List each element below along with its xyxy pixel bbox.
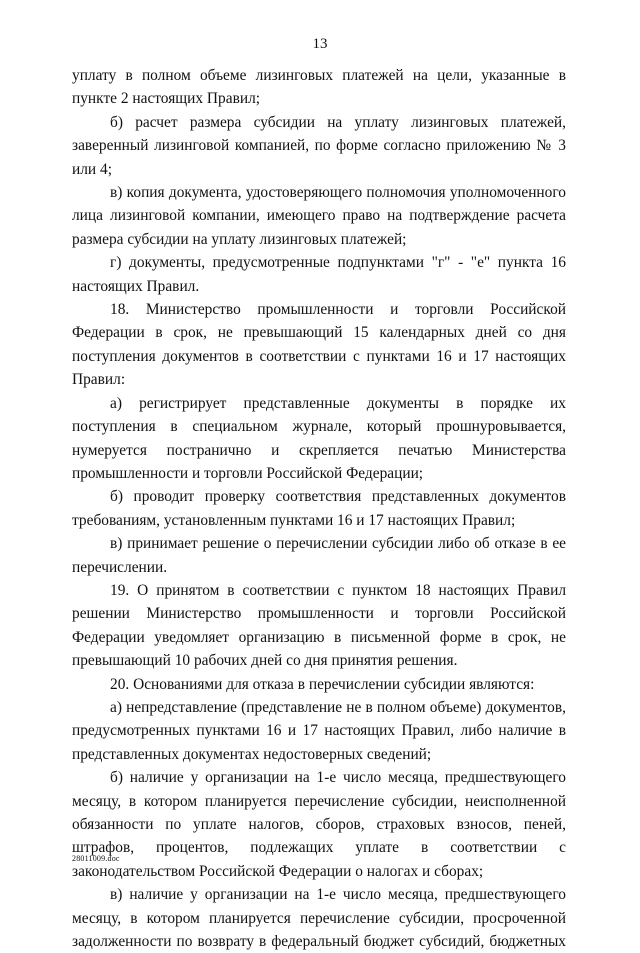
paragraph: б) проводит проверку соответствия представленных документов требованиям, установленным пунктами 16 и 17 настоящих Правил; [72,488,566,529]
paragraph: 18. Министерство промышленности и торговли Российской Федерации в срок, не превышающий 15 календарных дней со дня поступления документов в соответствии с пунктами 16 и 17 настоящих Правил: [72,301,566,389]
paragraph: в) наличие у организации на 1-е число месяца, предшествующего месяцу, в котором планируется перечисление субсидии, просроченной задолженности по возврату в федеральный бюджет субсидий, бюджетных [72,886,566,951]
document-body [72,64,566,953]
paragraph: в) копия документа, удостоверяющего полномочия уполномоченного лица лизинговой компании, имеющего право на подтверждение расчета размера субсидии на уплату лизинговых платежей; [72,184,566,248]
paragraph: г) документы, предусмотренные подпунктами "г" - "е" пункта 16 настоящих Правил. [72,254,566,295]
paragraph: 20. Основаниями для отказа в перечислении субсидии являются: [110,675,535,693]
paragraph: 19. О принятом в соответствии с пунктом 18 настоящих Правил решении Министерство промышленности и торговли Российской Федерации уведомляет организацию в письменной форме в срок, не превышающий 10 рабочих дней со дня принятия решения. [72,581,566,670]
paragraph: б) наличие у организации на 1-е число месяца, предшествующего месяцу, в котором планируется перечисление субсидии, неисполненной обязанности по уплате налогов, сборов, страховых взносов, пеней, штрафов, процентов, подлежащих уплате в соответствии с законодательством Российской Федерации о налогах и сборах; [72,769,566,880]
paragraph: в) принимает решение о перечислении субсидии либо об отказе в ее перечислении. [72,535,566,576]
footer-file-name: 28011009.doc [72,854,120,863]
paragraph: уплату в полном объеме лизинговых платежей на цели, указанные в пункте 2 настоящих Правил; [72,67,566,108]
paragraph: б) расчет размера субсидии на уплату лизинговых платежей, заверенный лизинговой компанией, по форме согласно приложению № 3 или 4; [72,113,566,178]
page-number: 13 [312,36,328,52]
paragraph: а) регистрирует представленные документы в порядке их поступления в специальном журнале, который прошнуровывается, нумеруется постранично и скрепляется печатью Министерства промышленности и торговли Российской Федерации; [72,394,566,482]
paragraph: а) непредставление (представление не в полном объеме) документов, предусмотренных пунктами 16 и 17 настоящих Правил, либо наличие в представленных документах недостоверных сведений; [72,698,566,763]
